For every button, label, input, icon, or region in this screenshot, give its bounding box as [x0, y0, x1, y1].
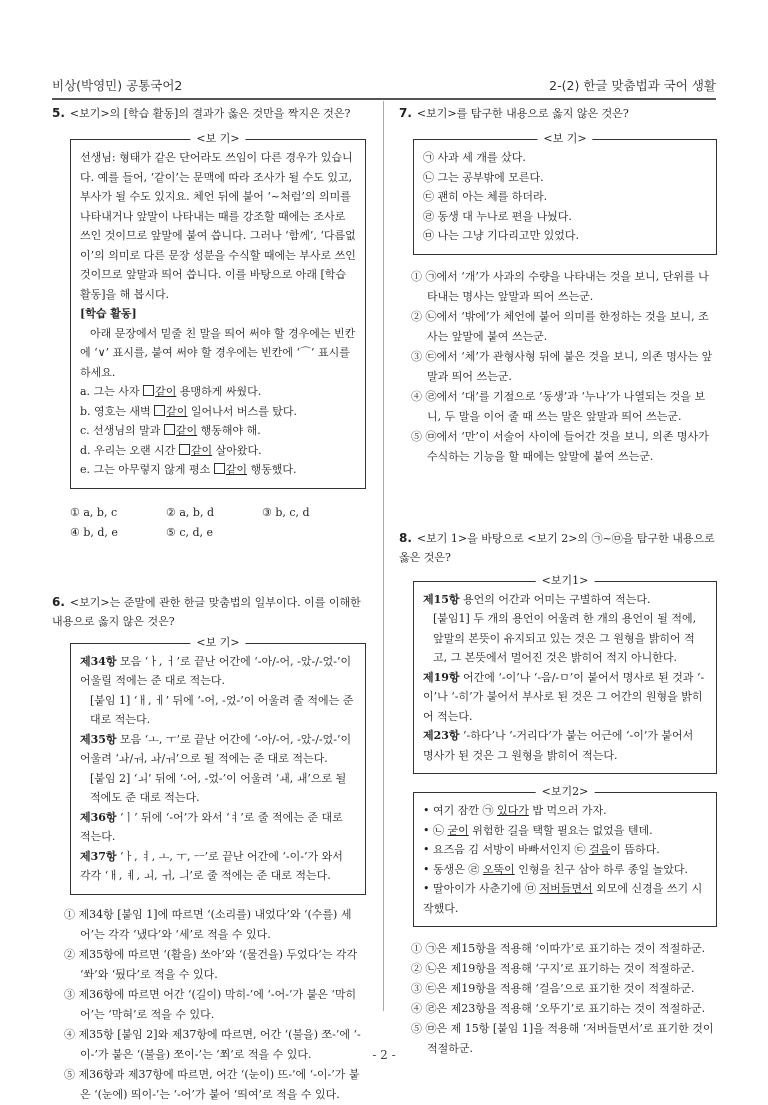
teacher-text: 선생님: 형태가 같은 단어라도 쓰임이 다른 경우가 있습니다. 예를 들어, ‘같이’는 문맥에 따라 조사가 될 수도 있고, 부사가 될 수도 있지요. 체언 뒤에 붙어 ‘~처럼’의 의미를 나타내거나 앞말이 나타내는 때를 강조할 때에는 조사로 쓰인 것이므로 앞말에 붙여 씁니다. 그러나 ‘함께’, ‘다름없이’의 의미로 다른 문장 성분을 수식할 때에는 부사로 쓰인 것이므로 앞말과 띄어 씁니다. 이를 바탕으로 아래 [학습 활동]을 해 봅시다.: [80, 151, 356, 301]
rule: [80, 769, 356, 808]
rule-text: 모음 ‘ㅗ, ㅜ’로 끝난 어간에 ‘-아/-어, -았-/-었-’이 어울려 ‘ㅘ/ㅝ, ㅘ/ㅝ’으로 될 적에는 준 대로 적는다.: [80, 732, 352, 765]
underlined-word: 같이: [175, 424, 198, 437]
question-5: [52, 104, 366, 543]
item-text: a. 그는 사자: [80, 385, 144, 398]
underlined-word: 같이: [166, 404, 188, 418]
example-item: ㉤ 나는 그냥 기다리고만 있었다.: [423, 229, 579, 242]
underlined-word: 오뚝이: [482, 862, 515, 876]
option[interactable]: ③ ㉢은 제19항을 적용해 ‘걸음’으로 표기한 것이 적절하군.: [411, 982, 695, 995]
option[interactable]: ④ b, d, e: [70, 525, 118, 539]
sentence-text: • ㉡: [423, 823, 448, 837]
example-box-2: [413, 785, 717, 927]
item-text: e. 그는 아무렇지 않게 평소: [80, 463, 214, 476]
textbook-title: 비상(박영민) 공통국어2: [52, 78, 183, 93]
rule-number: 제23항: [423, 729, 460, 742]
rule: [80, 730, 356, 769]
item-text: b. 영호는 새벽: [80, 404, 155, 418]
example-box: [413, 132, 717, 255]
question-number: 5.: [52, 106, 65, 120]
example-box-1: [413, 573, 717, 775]
example-item: ㉣ 동생 대 누나로 편을 나눴다.: [423, 209, 572, 223]
activity-desc: 아래 문장에서 밑줄 친 말을 띄어 써야 할 경우에는 빈칸에 ‘∨’ 표시를, 붙여 써야 할 경우에는 빈칸에 ‘⌒’ 표시를 하세요.: [80, 326, 356, 379]
rule-text: ‘ㅏ, ㅕ, ㅗ, ㅜ, ㅡ’로 끝난 어간에 ‘-이-’가 와서 각각 ‘ㅐ, ㅖ, ㅚ, ㅟ, ㅢ’로 줄 적에는 준 대로 적는다.: [80, 849, 343, 882]
example-item: ㉡ 그는 공부밖에 모른다.: [423, 170, 544, 184]
example-sentence: [423, 840, 707, 860]
rule-number: 제34항: [80, 654, 117, 668]
question-stem: <보기>의 [학습 활동]의 결과가 옳은 것만을 짝지은 것은?: [69, 107, 351, 120]
example-sentence: [423, 860, 707, 880]
example-item: ㉢ 괜히 아는 체를 하더라.: [423, 190, 548, 203]
rule: [80, 691, 356, 730]
underlined-word: 같이: [190, 443, 213, 457]
option[interactable]: ① ㉠은 제15항을 적용해 ‘이따가’로 표기하는 것이 적절하군.: [411, 942, 706, 955]
option[interactable]: ② ㉡에서 ‘밖에’가 체언에 붙어 의미를 한정하는 것을 보니, 조사는 앞말에 붙여 쓰는군.: [411, 309, 709, 343]
underlined-word: 저버들면서: [539, 882, 593, 895]
rule-number: 제36항: [80, 810, 117, 824]
question-stem: <보기 1>을 바탕으로 <보기 2>의 ㉠~㉤을 탐구한 내용으로 옳은 것은?: [399, 531, 715, 564]
option[interactable]: ③ ㉢에서 ‘체’가 관형사형 뒤에 붙은 것을 보니, 의존 명사는 앞말과 띄어 쓰는군.: [411, 349, 713, 383]
rule: [423, 668, 707, 727]
underlined-word: 같이: [225, 463, 248, 476]
checkbox[interactable]: [214, 463, 225, 474]
sentence-text: 밥 먹으러 가자.: [528, 804, 607, 817]
option[interactable]: ⑤ 제36항과 제37항에 따르면, 어간 ‘(눈이) 뜨-’에 ‘-이-’가 붙은 ‘(눈에) 띄이-’는 ‘-어’가 붙어 ‘띄여’로 적을 수 있다.: [64, 1067, 360, 1101]
rule-list: [423, 590, 707, 766]
activity-item: [80, 441, 356, 461]
example-sentence: [423, 801, 707, 821]
checkbox[interactable]: [179, 444, 190, 455]
page-number: - 2 -: [372, 1048, 396, 1062]
option[interactable]: ⑤ ㉤에서 ‘만’이 서술어 사이에 들어간 것을 보니, 의존 명사가 수식하는 기능을 할 때에는 앞말에 붙여 쓰는군.: [411, 429, 709, 463]
option[interactable]: ④ ㉣은 제23항을 적용해 ‘오뚜기’로 표기하는 것이 적절하군.: [411, 1002, 706, 1015]
example-box: [70, 635, 366, 895]
activity-item: [80, 460, 356, 480]
unit-title: 2-(2) 한글 맞춤법과 국어 생활: [549, 78, 716, 93]
option[interactable]: ② ㉡은 제19항을 적용해 ‘구지’로 표기하는 것이 적절하군.: [411, 962, 695, 975]
sentence-text: • 요즈음 김 서방이 바빠서인지 ㉢: [423, 843, 589, 856]
option[interactable]: ① a, b, c: [70, 505, 118, 519]
option[interactable]: ④ ㉣에서 ‘대’를 기점으로 ‘동생’과 ‘누나’가 나열되는 것을 보니, 두 말을 이어 줄 때 쓰는 말은 앞말과 띄어 쓰는군.: [411, 389, 706, 423]
question-stem: <보기>를 탐구한 내용으로 옳지 않은 것은?: [416, 107, 629, 120]
activity-item: [80, 402, 356, 422]
answer-options: [70, 503, 366, 543]
item-text: 일어나서 버스를 탔다.: [187, 404, 298, 418]
option[interactable]: ① ㉠에서 ‘개’가 사과의 수량을 나타내는 것을 보니, 단위를 나타내는 명사는 앞말과 띄어 쓰는군.: [411, 269, 709, 303]
rule-number: 제19항: [423, 670, 460, 684]
option[interactable]: ④ 제35항 [붙임 2]와 제37항에 따르면, 어간 ‘(불을) 쪼-’에 ‘-이-’가 붙은 ‘(불을) 쪼이-’는 ‘쬐’로 적을 수 있다.: [64, 1027, 361, 1061]
option[interactable]: ③ 제36항에 따르면 어간 ‘(길이) 막히-’에 ‘-어-’가 붙은 ‘막히어’는 ‘막혀’로 적을 수 있다.: [64, 987, 357, 1021]
rule-text: 용언의 어간과 어미는 구별하여 적는다.: [459, 592, 651, 606]
item-text: 살아왔다.: [212, 443, 262, 457]
box-title: <보기2>: [536, 784, 595, 800]
header-rule: [52, 98, 716, 100]
rule: [80, 808, 356, 847]
underlined-word: 굳이: [447, 823, 469, 837]
sentence-text: 외모에 신경을 쓰기 시작했다.: [423, 882, 703, 915]
box-title: <보기1>: [536, 573, 595, 589]
rule: [423, 609, 707, 668]
box-title: <보 기>: [190, 131, 245, 147]
question-number: 8.: [399, 530, 412, 545]
box-title: <보 기>: [190, 635, 245, 651]
rule-text: 어간에 ‘-이’나 ‘-음/-ㅁ’이 붙어서 명사로 된 것과 ‘-이’나 ‘-히’가 붙어서 부사로 된 것은 그 어간의 원형을 밝히어 적는다.: [423, 670, 705, 723]
item-text: 행동해야 해.: [197, 424, 261, 437]
sentence-text: • 딸아이가 사춘기에 ㉤: [423, 882, 540, 895]
sentence-text: 인형을 친구 삼아 하루 종일 놀았다.: [514, 862, 688, 876]
question-8: [399, 529, 717, 1060]
checkbox[interactable]: [164, 424, 175, 435]
rule-text: ‘ㅣ’ 뒤에 ‘-어’가 와서 ‘ㅕ’로 줄 적에는 준 대로 적는다.: [80, 810, 343, 843]
example-sentence: [423, 821, 707, 841]
item-text: 용맹하게 싸웠다.: [176, 385, 262, 398]
option[interactable]: ① 제34항 [붙임 1]에 따르면 ‘(소리를) 내었다’와 ‘(수를) 세어’는 각각 ‘냈다’와 ‘세’로 적을 수 있다.: [64, 907, 352, 941]
option[interactable]: ⑤ ㉤은 제 15항 [붙임 1]을 적용해 ‘저버들면서’로 표기한 것이 적절하군.: [411, 1022, 714, 1055]
option[interactable]: ③ b, c, d: [262, 505, 310, 519]
question-7: [399, 104, 717, 467]
box-title: <보 기>: [537, 131, 592, 147]
rule-text: ‘-하다’나 ‘-거리다’가 붙는 어근에 ‘-이’가 붙어서 명사가 된 것은 그 원형을 밝히어 적는다.: [423, 729, 694, 762]
option[interactable]: ⑤ c, d, e: [166, 525, 214, 539]
option[interactable]: ② a, b, d: [166, 505, 214, 519]
item-text: 행동했다.: [247, 463, 297, 476]
rule-list: [80, 652, 356, 886]
sentence-text: 이 뜸하다.: [610, 843, 660, 856]
example-box: [70, 132, 366, 489]
underlined-word: 같이: [155, 385, 177, 398]
rule: [80, 847, 356, 886]
item-text: c. 선생님의 말과: [80, 424, 164, 437]
example-sentence: [423, 879, 707, 918]
question-6: [52, 593, 366, 1105]
activity-items: [80, 382, 356, 480]
answer-options: [411, 267, 717, 467]
rule-text: [붙임1] 두 개의 용언이 어울려 한 개의 용언이 될 적에, 앞말의 본뜻이 유지되고 있는 것은 그 원형을 밝히어 적고, 그 본뜻에서 멀어진 것은 밝히어 적지 아니한다.: [433, 612, 697, 664]
rule-text: 모음 ‘ㅏ, ㅓ’로 끝난 어간에 ‘-아/-어, -았-/-었-’이 어울릴 적에는 준 대로 적는다.: [80, 654, 352, 687]
rule: [423, 590, 707, 610]
example-items: [423, 148, 707, 246]
activity-item: [80, 382, 356, 402]
checkbox[interactable]: [143, 385, 154, 396]
activity-title: [학습 활동]: [80, 307, 137, 320]
answer-options: [64, 905, 366, 1105]
column-divider: [383, 101, 384, 1011]
underlined-word: 걸음: [588, 843, 611, 856]
activity-item: [80, 421, 356, 441]
rule-number: 제35항: [80, 732, 117, 746]
rule-number: 제37항: [80, 849, 117, 863]
page-header: [52, 76, 716, 96]
sentence-list: [423, 801, 707, 918]
answer-options: [411, 939, 717, 1059]
underlined-word: 있다가: [496, 804, 529, 817]
example-item: ㉠ 사과 세 개를 샀다.: [423, 151, 526, 164]
option[interactable]: ② 제35항에 따르면 ‘(활을) 쏘아’와 ‘(물건을) 두었다’는 각각 ‘쏴’와 ‘뒀다’로 적을 수 있다.: [64, 947, 358, 981]
left-column: [52, 104, 366, 1105]
sentence-text: • 동생은 ㉣: [423, 862, 483, 876]
rule-text: [붙임 2] ‘ㅚ’ 뒤에 ‘-어, -었-’이 어울려 ‘ㅙ, ㅙ’으로 될 적에도 준 대로 적는다.: [90, 771, 347, 804]
sentence-text: 위험한 길을 택할 필요는 없었을 텐데.: [468, 823, 653, 837]
item-text: d. 우리는 오랜 시간: [80, 443, 179, 457]
rule-number: 제15항: [423, 592, 460, 606]
sentence-text: • 여기 잠깐 ㉠: [423, 804, 497, 817]
right-column: [399, 104, 717, 1059]
rule: [80, 652, 356, 691]
question-number: 6.: [52, 594, 65, 609]
checkbox[interactable]: [154, 405, 165, 416]
rule: [423, 726, 707, 765]
question-stem: <보기>는 준말에 관한 한글 맞춤법의 일부이다. 이를 이해한 내용으로 옳지 않은 것은?: [52, 595, 361, 628]
question-number: 7.: [399, 106, 412, 120]
rule-text: [붙임 1] ‘ㅐ, ㅔ’ 뒤에 ‘-어, -었-’이 어울려 줄 적에는 준 대로 적는다.: [90, 693, 354, 726]
